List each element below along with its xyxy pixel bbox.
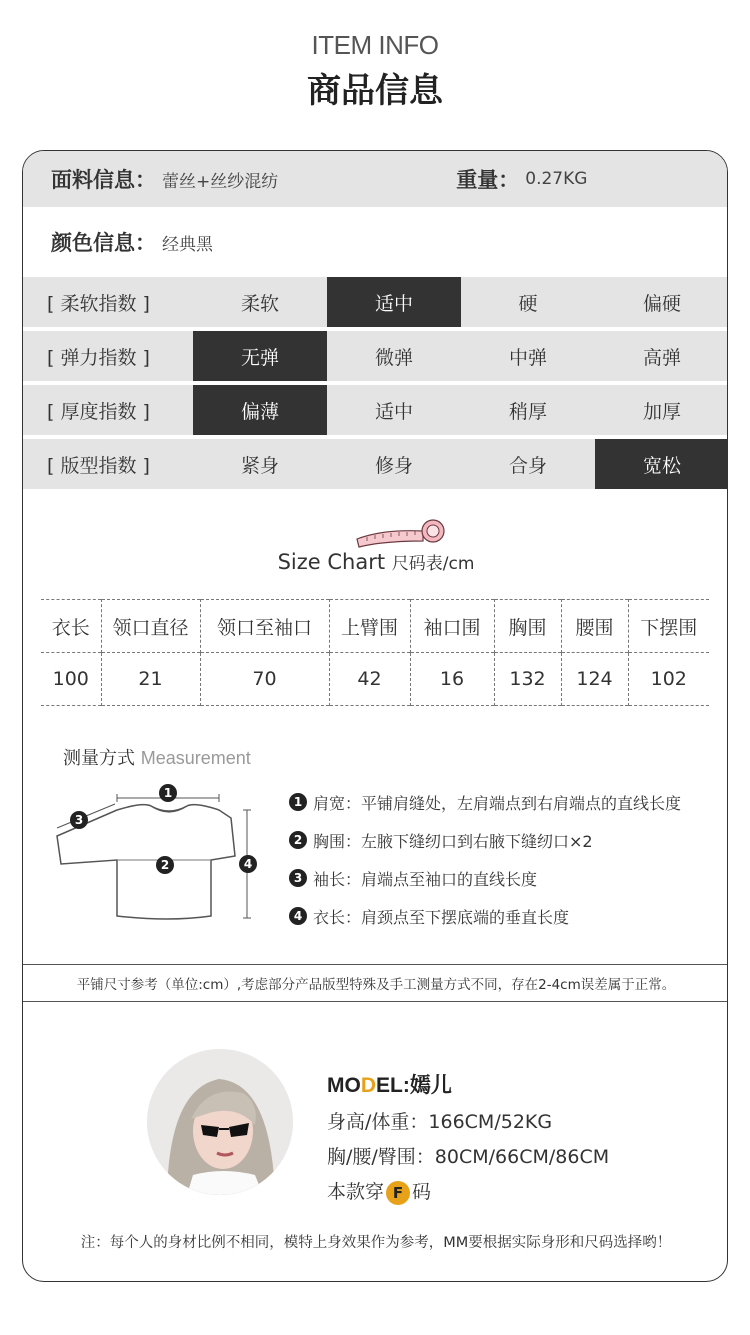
index-option: 适中 bbox=[374, 400, 413, 423]
index-option: 中弹 bbox=[508, 346, 547, 369]
table-cell: 100 bbox=[52, 668, 89, 690]
table-cell: 42 bbox=[329, 653, 410, 706]
table-cell: 16 bbox=[410, 653, 494, 706]
table-header-cell: 袖口围 bbox=[410, 600, 494, 653]
list-item bbox=[289, 821, 681, 859]
table-header-cell: 衣长 bbox=[51, 616, 90, 639]
index-option-selected: 偏薄 bbox=[193, 385, 327, 435]
index-option: 稍厚 bbox=[508, 400, 547, 423]
shirt-diagram-icon bbox=[51, 776, 291, 926]
index-option: 紧身 bbox=[240, 454, 279, 477]
model-height-weight: 身高/体重：166CM/52KG bbox=[327, 1111, 553, 1133]
section-header bbox=[0, 30, 750, 112]
measurement-text: 肩宽：平铺肩缝处，左肩端点到右肩端点的直线长度 bbox=[313, 793, 682, 813]
size-chart-title bbox=[23, 549, 728, 574]
model-bwh: 胸/腰/臀围：80CM/66CM/86CM bbox=[327, 1146, 610, 1168]
table-header-cell: 下摆围 bbox=[628, 600, 709, 653]
measuring-tape-icon bbox=[353, 517, 447, 549]
measurement-text: 胸围：左腋下缝纫口到右腋下缝纫口×2 bbox=[313, 831, 593, 851]
table-header-cell: 胸围 bbox=[494, 600, 561, 653]
index-option: 柔软 bbox=[240, 292, 279, 315]
index-name: [ 弹力指数 ] bbox=[47, 346, 150, 369]
size-badge: F bbox=[386, 1181, 410, 1205]
table-header-cell: 领口至袖口 bbox=[200, 600, 329, 653]
fabric-value: 蕾丝+丝纱混纺 bbox=[162, 171, 279, 192]
list-item bbox=[289, 897, 681, 935]
table-cell: 124 bbox=[561, 653, 628, 706]
number-badge-icon: 2 bbox=[289, 831, 307, 849]
svg-text:2: 2 bbox=[160, 858, 170, 872]
fit-index-row bbox=[23, 439, 728, 489]
table-cell: 102 bbox=[628, 653, 709, 706]
table-cell: 70 bbox=[200, 653, 329, 706]
model-wear-size bbox=[327, 1177, 609, 1205]
size-chart-unit: /cm bbox=[442, 554, 475, 574]
index-option: 加厚 bbox=[642, 400, 681, 423]
model-name: 嫣儿 bbox=[409, 1073, 452, 1097]
model-title bbox=[327, 1069, 609, 1099]
model-title-accent: D bbox=[360, 1074, 376, 1097]
softness-index-row bbox=[23, 277, 728, 327]
model-wear-prefix: 本款穿 bbox=[327, 1181, 385, 1203]
measurement-title-en: Measurement bbox=[140, 748, 251, 768]
info-card bbox=[22, 150, 728, 1282]
table-cell: 21 bbox=[101, 653, 200, 706]
index-name: [ 柔软指数 ] bbox=[47, 292, 150, 315]
index-option-selected: 无弹 bbox=[193, 331, 327, 381]
size-chart-title-cn: 尺码表 bbox=[391, 554, 443, 574]
measurement-text: 袖长：肩端点至袖口的直线长度 bbox=[313, 869, 538, 889]
index-option: 高弹 bbox=[642, 346, 681, 369]
table-row bbox=[41, 653, 709, 706]
index-option-selected: 宽松 bbox=[595, 439, 728, 489]
header-title-en: ITEM INFO bbox=[311, 30, 439, 60]
table-cell: 132 bbox=[494, 653, 561, 706]
size-chart-table bbox=[41, 599, 709, 706]
index-option: 硬 bbox=[518, 292, 538, 315]
model-avatar bbox=[147, 1049, 293, 1195]
index-option-selected: 适中 bbox=[327, 277, 461, 327]
model-wear-suffix: 码 bbox=[412, 1181, 432, 1203]
weight-value: 0.27KG bbox=[525, 169, 588, 189]
number-badge-icon: 4 bbox=[289, 907, 307, 925]
index-name: [ 厚度指数 ] bbox=[47, 400, 150, 423]
measurement-title bbox=[63, 744, 251, 770]
model-info bbox=[327, 1069, 609, 1205]
table-header-cell: 上臂围 bbox=[329, 600, 410, 653]
model-title-suffix: EL: bbox=[376, 1074, 410, 1097]
table-header-cell: 领口直径 bbox=[101, 600, 200, 653]
elasticity-index-row bbox=[23, 331, 728, 381]
fabric-label: 面料信息： bbox=[51, 168, 156, 192]
tolerance-note: 平铺尺寸参考（单位:cm）,考虑部分产品版型特殊及手工测量方式不同，存在2-4cm误差属于正常。 bbox=[23, 964, 728, 1002]
index-option: 偏硬 bbox=[642, 292, 681, 315]
table-header-row bbox=[41, 600, 709, 653]
model-photo-icon bbox=[147, 1049, 293, 1195]
model-title-prefix: MO bbox=[327, 1074, 361, 1097]
list-item bbox=[289, 783, 681, 821]
color-label: 颜色信息： bbox=[51, 231, 156, 255]
color-value: 经典黑 bbox=[162, 234, 213, 255]
number-badge-icon: 1 bbox=[289, 793, 307, 811]
svg-text:4: 4 bbox=[243, 857, 253, 871]
index-option: 微弹 bbox=[374, 346, 413, 369]
footer-note: 注：每个人的身材比例不相同，模特上身效果作为参考，MM要根据实际身形和尺码选择哟！ bbox=[80, 1235, 672, 1251]
thickness-index-row bbox=[23, 385, 728, 435]
measurement-list bbox=[289, 783, 681, 935]
index-option: 修身 bbox=[374, 454, 413, 477]
svg-text:3: 3 bbox=[74, 813, 84, 827]
weight-label: 重量： bbox=[456, 168, 520, 192]
index-name: [ 版型指数 ] bbox=[47, 454, 150, 477]
svg-text:1: 1 bbox=[163, 786, 173, 800]
table-header-cell: 腰围 bbox=[561, 600, 628, 653]
measurement-text: 衣长：肩颈点至下摆底端的垂直长度 bbox=[313, 907, 570, 927]
header-title-cn: 商品信息 bbox=[307, 71, 443, 111]
index-option: 合身 bbox=[508, 454, 547, 477]
list-item bbox=[289, 859, 681, 897]
number-badge-icon: 3 bbox=[289, 869, 307, 887]
color-row bbox=[23, 207, 728, 277]
size-chart-title-en: Size Chart bbox=[277, 550, 386, 574]
fabric-row bbox=[23, 151, 728, 207]
measurement-title-cn: 测量方式 bbox=[63, 748, 135, 769]
